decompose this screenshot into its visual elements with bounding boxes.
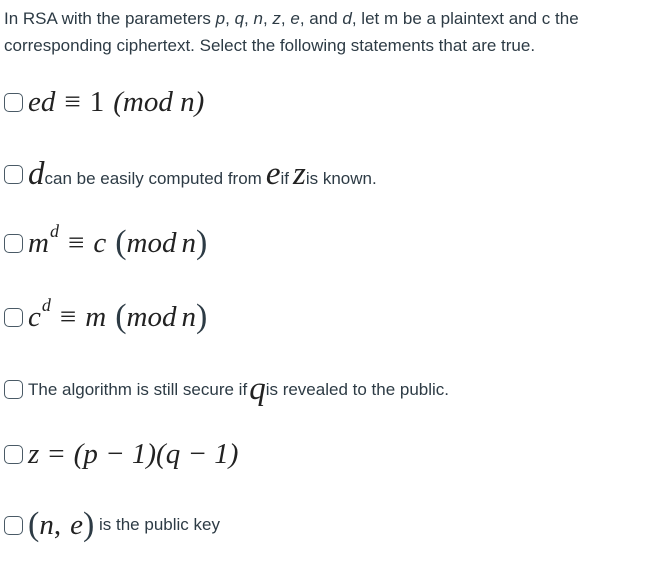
question-rest: , let m be a plaintext and c the corresponding ciphertext. Select the following statements that are true. <box>4 9 579 55</box>
option-q-revealed[interactable] <box>4 373 449 406</box>
math-mod-n: (mod n) <box>113 86 205 118</box>
math-equiv: ≡ <box>67 226 85 259</box>
var-z: z <box>272 9 281 28</box>
math-comma: , <box>53 508 62 541</box>
sep: , <box>280 9 291 28</box>
math-z: z <box>293 156 306 192</box>
math-ed: ed <box>28 86 56 118</box>
checkbox-option-6[interactable] <box>4 445 23 464</box>
sep: , <box>244 9 254 28</box>
paren-close: ) <box>195 224 208 261</box>
checkbox-option-3[interactable] <box>4 234 23 253</box>
math-n: n <box>39 508 54 541</box>
math-n: n <box>181 226 196 259</box>
paren-open: ( <box>115 224 127 261</box>
question-text <box>4 5 648 59</box>
sep: , <box>225 9 235 28</box>
checkbox-option-4[interactable] <box>4 308 23 327</box>
math-equiv: ≡ <box>59 300 77 333</box>
math-p-q-product: (p − 1)(q − 1) <box>73 438 239 470</box>
var-p: p <box>215 9 226 28</box>
option-7-text: is the public key <box>94 515 220 534</box>
math-d: d <box>28 156 45 192</box>
sep: , and <box>299 9 343 28</box>
option-public-key[interactable] <box>4 508 220 542</box>
var-e: e <box>290 9 300 28</box>
option-d-computed-from-e[interactable] <box>4 158 377 191</box>
math-c: c <box>93 226 107 259</box>
math-m: m <box>28 226 49 259</box>
math-z: z <box>28 438 40 470</box>
math-equals: = <box>48 438 65 470</box>
checkbox-option-5[interactable] <box>4 380 23 399</box>
paren-close: ) <box>195 298 208 335</box>
checkbox-option-2[interactable] <box>4 165 23 184</box>
option-2-text-3: is known. <box>305 168 377 188</box>
math-exp-d: d <box>49 221 59 241</box>
paren-open: ( <box>28 506 40 543</box>
paren-open: ( <box>115 298 127 335</box>
checkbox-option-1[interactable] <box>4 93 23 112</box>
question-intro: In RSA with the parameters <box>4 9 216 28</box>
math-e: e <box>70 508 83 541</box>
option-m-pow-d[interactable] <box>4 221 208 261</box>
var-d: d <box>342 9 352 28</box>
option-z-formula[interactable] <box>4 440 238 469</box>
math-e: e <box>265 156 281 192</box>
math-mod: mod <box>126 226 177 259</box>
option-ed-congruent-1[interactable] <box>4 88 204 117</box>
math-exp-d: d <box>41 295 51 315</box>
var-n: n <box>253 9 263 28</box>
option-2-text-2: if <box>280 168 289 188</box>
checkbox-option-7[interactable] <box>4 516 23 535</box>
paren-close: ) <box>82 506 95 543</box>
option-5-text-2: is revealed to the public. <box>265 379 450 399</box>
sep: , <box>262 9 273 28</box>
math-n: n <box>181 300 196 333</box>
math-q: q <box>249 371 266 407</box>
math-c: c <box>28 300 41 333</box>
option-2-text-1: can be easily computed from <box>44 168 262 188</box>
math-mod: mod <box>126 300 177 333</box>
math-one: 1 <box>89 86 105 118</box>
math-equiv: ≡ <box>64 86 81 118</box>
math-m: m <box>85 300 107 333</box>
option-c-pow-d[interactable] <box>4 295 208 335</box>
option-5-text-1: The algorithm is still secure if <box>28 379 248 399</box>
var-q: q <box>234 9 245 28</box>
